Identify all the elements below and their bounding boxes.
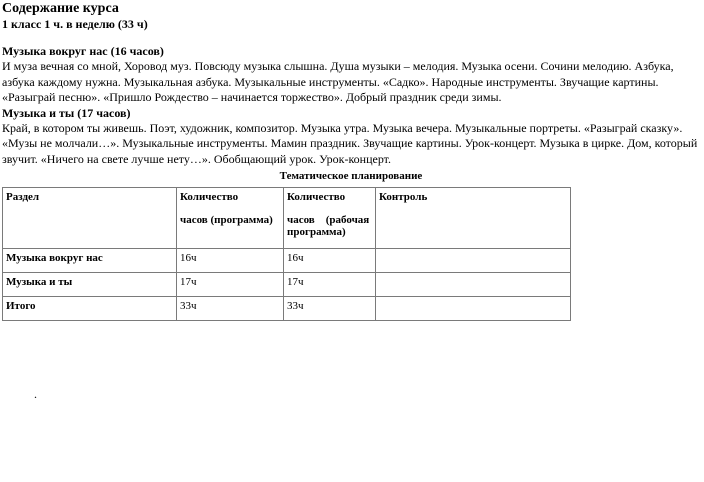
column-header-section-label: Раздел [6, 191, 40, 203]
header-gap [180, 203, 280, 214]
table-row [3, 249, 571, 273]
row-section-cell: Итого [3, 297, 177, 321]
column-header-hours-program-line2: часов (программа) [180, 214, 273, 226]
footer-dot: . [34, 387, 37, 401]
table-header-row [3, 188, 571, 249]
row-work-hours-cell: 17ч [284, 273, 376, 297]
column-header-hours-program [177, 188, 284, 249]
row-work-hours-cell: 16ч [284, 249, 376, 273]
row-control-cell [376, 297, 571, 321]
table-row [3, 297, 571, 321]
row-program-hours-cell: 33ч [177, 297, 284, 321]
document-page [2, 0, 700, 312]
row-section-cell: Музыка вокруг нас [3, 249, 177, 273]
row-section-cell: Музыка и ты [3, 273, 177, 297]
column-header-hours-program-line1: Количество [180, 191, 239, 203]
column-header-hours-work-line1: Количество [287, 191, 346, 203]
section-text-1: И муза вечная со мной, Хоровод муз. Повсюду музыка слышна. Душа музыки – мелодия. Музыка осени. Сочини мелодию. Азбука, азбука каждому нужна. Музыкальная азбука. Музыкальные инструменты. «Садко». Народные инструменты. Звучащие картины. «Разыграй песню». «Пришло Рождество – начинается торжество». Добрый праздник среди зимы. [2, 59, 674, 104]
section-heading-2: Музыка и ты (17 часов) [2, 105, 131, 120]
table-row [3, 273, 571, 297]
course-title: Содержание курса [2, 1, 119, 16]
grade-subtitle: 1 класс 1 ч. в неделю (33 ч) [2, 17, 148, 31]
column-header-section [3, 188, 177, 249]
section-text-2: Край, в котором ты живешь. Поэт, художник, композитор. Музыка утра. Музыка вечера. Музыкальные портреты. «Разыграй сказку». «Музы не молчали…». Музыкальные инструменты. Мамин праздник. Звучащие картины. Урок-концерт. Музыка в цирке. Дом, который звучит. «Ничего на свете лучше нету…». Обобщающий урок. Урок-концерт. [2, 120, 698, 166]
row-program-hours-cell: 16ч [177, 249, 284, 273]
plan-table [2, 187, 571, 321]
column-header-hours-work [284, 188, 376, 249]
row-control-cell [376, 273, 571, 297]
column-header-control [376, 188, 571, 249]
section-heading-1: Музыка вокруг нас (16 часов) [2, 44, 164, 58]
spacer [2, 32, 700, 44]
row-program-hours-cell: 17ч [177, 273, 284, 297]
column-header-hours-work-line2: часов (рабочая программа) [287, 214, 373, 238]
column-header-control-label: Контроль [379, 191, 428, 203]
header-gap [287, 203, 372, 214]
plan-title: Тематическое планирование [279, 170, 423, 182]
row-control-cell [376, 249, 571, 273]
row-work-hours-cell: 33ч [284, 297, 376, 321]
